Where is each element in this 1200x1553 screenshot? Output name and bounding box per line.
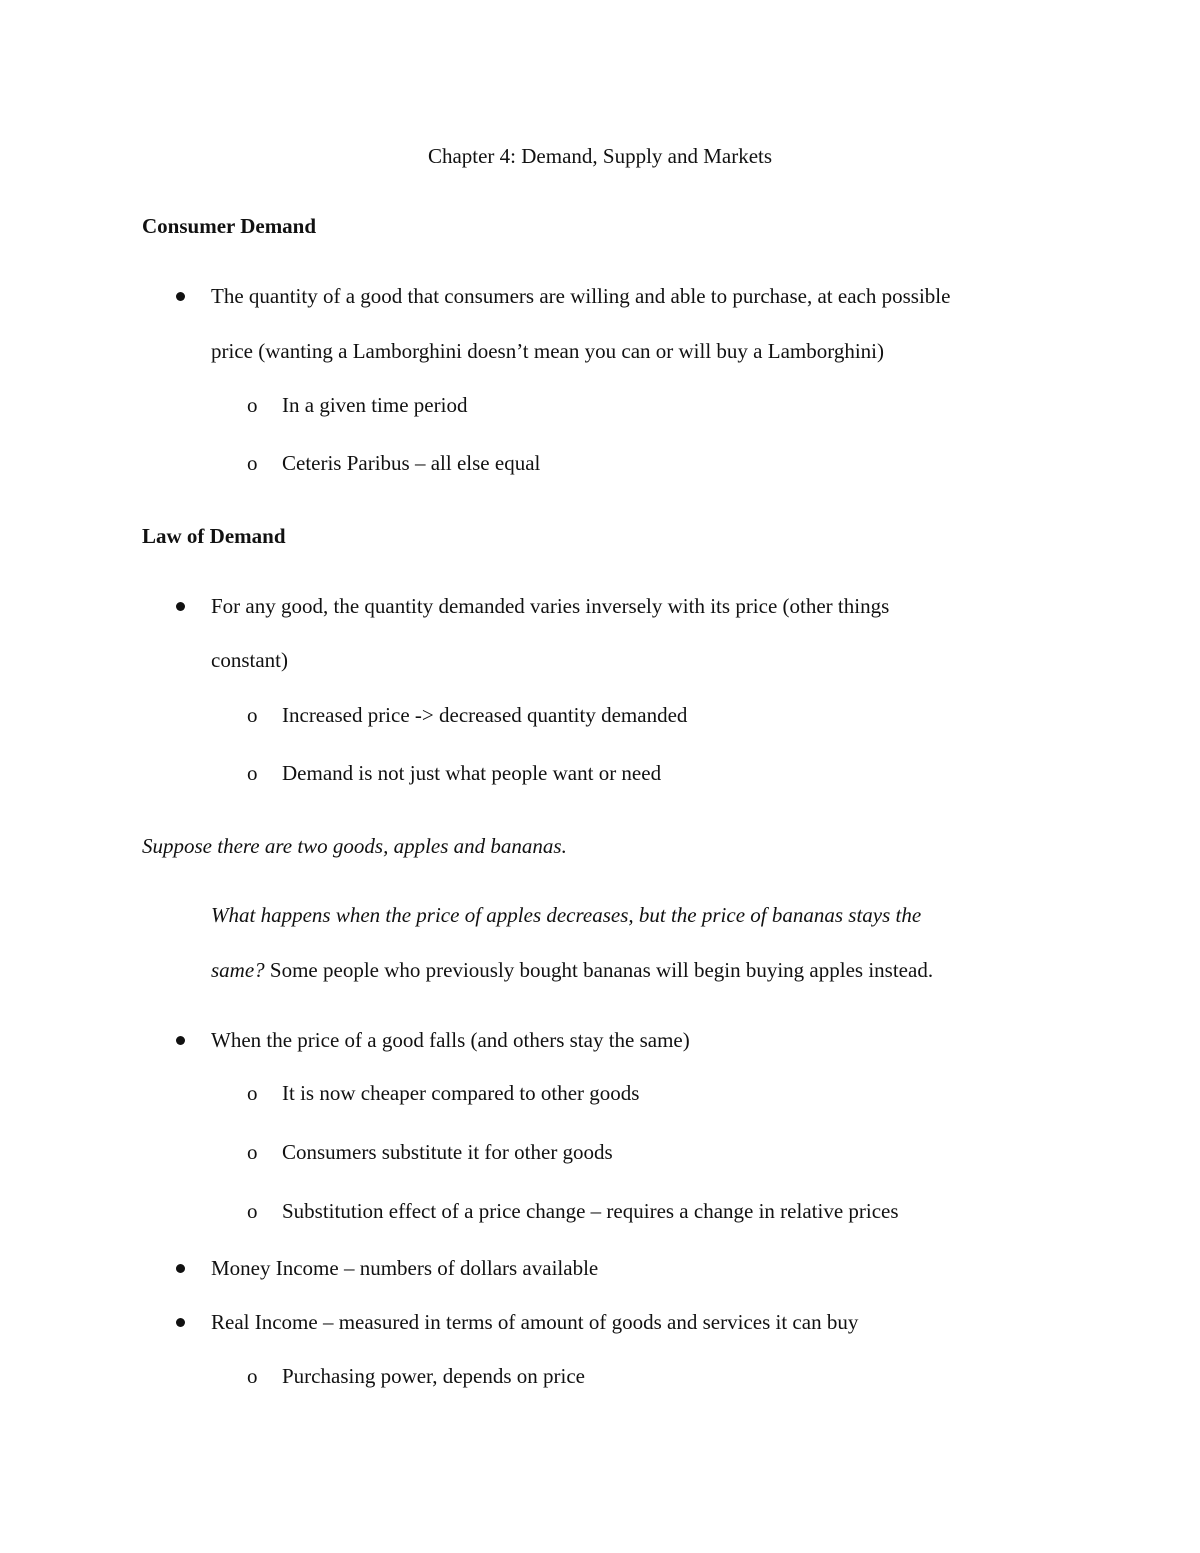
sub-bullet-text: Purchasing power, depends on price [282, 1364, 585, 1388]
bullet-icon [176, 1318, 185, 1327]
sub-bullet-text: Ceteris Paribus – all else equal [282, 451, 541, 475]
bullet-icon [176, 292, 185, 301]
page-title: Chapter 4: Demand, Supply and Markets [427, 144, 773, 168]
sub-bullet-marker: o [247, 1199, 258, 1223]
sub-bullet-text: In a given time period [282, 393, 468, 417]
sub-bullet-text: Consumers substitute it for other goods [282, 1140, 613, 1164]
bullet-icon [176, 1264, 185, 1273]
bullet-text: Money Income – numbers of dollars available [211, 1256, 599, 1280]
sub-bullet-marker: o [247, 1364, 258, 1388]
sub-bullet-marker: o [247, 1140, 258, 1164]
example-question-continued [211, 960, 933, 981]
example-question-end: same? [211, 958, 265, 982]
sub-bullet-marker: o [247, 703, 258, 727]
sub-bullet-marker: o [247, 451, 258, 475]
sub-bullet-marker: o [247, 1081, 258, 1105]
example-question: What happens when the price of apples decreases, but the price of bananas stays the [211, 903, 922, 927]
example-answer: Some people who previously bought bananas will begin buying apples instead. [264, 958, 934, 982]
section-heading-law-of-demand: Law of Demand [142, 524, 286, 548]
bullet-text-continued: constant) [211, 648, 288, 672]
bullet-text-continued: price (wanting a Lamborghini doesn’t mean you can or will buy a Lamborghini) [211, 339, 885, 363]
sub-bullet-text: Substitution effect of a price change – requires a change in relative prices [282, 1199, 899, 1223]
example-intro: Suppose there are two goods, apples and bananas. [142, 834, 567, 858]
bullet-icon [176, 1036, 185, 1045]
sub-bullet-marker: o [247, 393, 258, 417]
section-heading-consumer-demand: Consumer Demand [142, 214, 317, 238]
sub-bullet-text: Demand is not just what people want or need [282, 761, 662, 785]
sub-bullet-marker: o [247, 761, 258, 785]
bullet-icon [176, 602, 185, 611]
bullet-text: When the price of a good falls (and others stay the same) [211, 1028, 690, 1052]
sub-bullet-text: Increased price -> decreased quantity demanded [282, 703, 688, 727]
sub-bullet-text: It is now cheaper compared to other goods [282, 1081, 640, 1105]
bullet-text: Real Income – measured in terms of amount of goods and services it can buy [211, 1310, 859, 1334]
bullet-text: The quantity of a good that consumers are willing and able to purchase, at each possible [211, 284, 951, 308]
bullet-text: For any good, the quantity demanded varies inversely with its price (other things [211, 594, 890, 618]
